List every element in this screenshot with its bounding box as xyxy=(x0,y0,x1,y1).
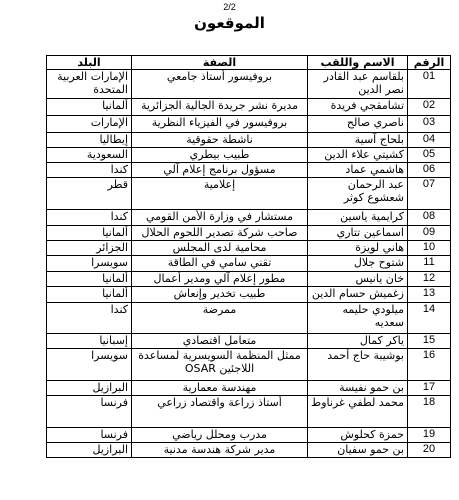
row-name: كشيتي علاء الدين xyxy=(308,148,408,163)
row-role: صاحب شركة تصدير اللحوم الحلال xyxy=(132,226,308,241)
table-row xyxy=(47,210,451,226)
table-row xyxy=(47,396,451,428)
row-country: الإمارات xyxy=(47,116,132,133)
row-role: طبيب تخدير وإنعاش xyxy=(132,287,308,303)
row-name: اسماعين تتاري xyxy=(308,226,408,241)
row-country: الإمارات العربية المتحدة xyxy=(47,70,132,99)
row-number: 15 xyxy=(408,334,451,349)
row-country: السعودية xyxy=(47,148,132,163)
row-number: 04 xyxy=(408,133,451,148)
table-row xyxy=(47,148,451,163)
row-role: بروفيسور أستاذ جامعي xyxy=(132,70,308,99)
row-country: البرازيل xyxy=(47,381,132,396)
table-row xyxy=(47,334,451,349)
row-country: فرنسا xyxy=(47,396,132,428)
row-country: إسبانيا xyxy=(47,334,132,349)
row-number: 05 xyxy=(408,148,451,163)
header-role: الصفة xyxy=(132,56,308,70)
table-row xyxy=(47,99,451,116)
row-role: ممرضة xyxy=(132,303,308,334)
row-number: 17 xyxy=(408,381,451,396)
row-role: ممثل المنظمة السويسرية لمساعدة اللاجئين OSAR xyxy=(132,349,308,381)
row-name: شتوح جلال xyxy=(308,256,408,272)
header-country: البلد xyxy=(47,56,132,70)
row-name: زغميش حسام الدين xyxy=(308,287,408,303)
row-name: بوشيبة حاج أحمد xyxy=(308,349,408,381)
header-name: الاسم واللقب xyxy=(308,56,408,70)
page-number: 2/2 xyxy=(223,2,236,12)
row-role: ناشطة حقوقية xyxy=(132,133,308,148)
row-name: حمزة كحلوش xyxy=(308,428,408,443)
row-role: مستشار في وزارة الأمن القومي xyxy=(132,210,308,226)
row-country: ألمانيا xyxy=(47,287,132,303)
row-number: 09 xyxy=(408,226,451,241)
row-name: محمد لطفي غرناوط xyxy=(308,396,408,428)
table-row xyxy=(47,116,451,133)
table-header-row xyxy=(47,56,451,70)
row-country: سويسرا xyxy=(47,256,132,272)
table-row xyxy=(47,163,451,178)
row-number: 02 xyxy=(408,99,451,116)
row-role: مطور إعلام آلي ومدير أعمال xyxy=(132,272,308,287)
row-role: إعلامية xyxy=(132,178,308,210)
row-role: مديرة نشر جريدة الجالية الجزائرية xyxy=(132,99,308,116)
row-number: 11 xyxy=(408,256,451,272)
row-name: ميلودي حليمه سعديه xyxy=(308,303,408,334)
row-name: كرايمية ياسين xyxy=(308,210,408,226)
row-number: 14 xyxy=(408,303,451,334)
row-number: 06 xyxy=(408,163,451,178)
row-number: 19 xyxy=(408,428,451,443)
header-number: الرقم xyxy=(408,56,451,70)
table-row xyxy=(47,381,451,396)
table-row xyxy=(47,133,451,148)
row-name: ياكر كمال xyxy=(308,334,408,349)
row-number: 12 xyxy=(408,272,451,287)
row-country: فرنسا xyxy=(47,428,132,443)
row-name: ناصري صالح xyxy=(308,116,408,133)
row-country: سويسرا xyxy=(47,349,132,381)
row-role: تقني سامي في الطاقة xyxy=(132,256,308,272)
table-row xyxy=(47,70,451,99)
row-name: هاشمي عماد xyxy=(308,163,408,178)
table-row xyxy=(47,256,451,272)
row-country: البرازيل xyxy=(47,443,132,458)
table-body xyxy=(47,70,451,458)
row-number: 13 xyxy=(408,287,451,303)
row-role: مهندسة معمارية xyxy=(132,381,308,396)
table-row xyxy=(47,287,451,303)
table-row xyxy=(47,272,451,287)
signers-table xyxy=(46,55,451,458)
row-name: بن حمو نفيسة xyxy=(308,381,408,396)
table-row xyxy=(47,226,451,241)
row-role: أستاذ زراعة واقتصاد زراعي xyxy=(132,396,308,428)
row-country: قطر xyxy=(47,178,132,210)
page-title: الموقعون xyxy=(194,14,265,32)
row-country: ألمانيا xyxy=(47,272,132,287)
row-number: 20 xyxy=(408,443,451,458)
row-country: كندا xyxy=(47,210,132,226)
row-role: مدرب ومحلل رياضي xyxy=(132,428,308,443)
table-row xyxy=(47,303,451,334)
row-number: 16 xyxy=(408,349,451,381)
table-row xyxy=(47,178,451,210)
row-country: الجزائر xyxy=(47,241,132,256)
row-number: 01 xyxy=(408,70,451,99)
row-name: هاني لويزة xyxy=(308,241,408,256)
row-country: ألمانيا xyxy=(47,99,132,116)
table-row xyxy=(47,241,451,256)
row-number: 18 xyxy=(408,396,451,428)
table-row xyxy=(47,349,451,381)
row-name: بن حمو سفيان xyxy=(308,443,408,458)
row-role: محامية لدى المجلس xyxy=(132,241,308,256)
row-country: إيطاليا xyxy=(47,133,132,148)
row-role: بروفيسور في الفيزياء النظرية xyxy=(132,116,308,133)
row-name: بلقاسم عبد القادر نصر الدين xyxy=(308,70,408,99)
row-country: كندا xyxy=(47,163,132,178)
row-number: 08 xyxy=(408,210,451,226)
table-row xyxy=(47,428,451,443)
row-name: خان يانيس xyxy=(308,272,408,287)
row-name: عبد الرحمان شعشوع كوثر xyxy=(308,178,408,210)
row-role: طبيب بيطري xyxy=(132,148,308,163)
row-number: 10 xyxy=(408,241,451,256)
row-role: متعامل اقتصادي xyxy=(132,334,308,349)
row-number: 07 xyxy=(408,178,451,210)
row-number: 03 xyxy=(408,116,451,133)
table-row xyxy=(47,443,451,458)
row-name: بلحاج آسية xyxy=(308,133,408,148)
row-role: مسؤول برنامج إعلام آلي xyxy=(132,163,308,178)
row-country: ألمانيا xyxy=(47,226,132,241)
row-country: كندا xyxy=(47,303,132,334)
row-name: تشامقجي فريدة xyxy=(308,99,408,116)
row-role: مدير شركة هندسة مدنية xyxy=(132,443,308,458)
